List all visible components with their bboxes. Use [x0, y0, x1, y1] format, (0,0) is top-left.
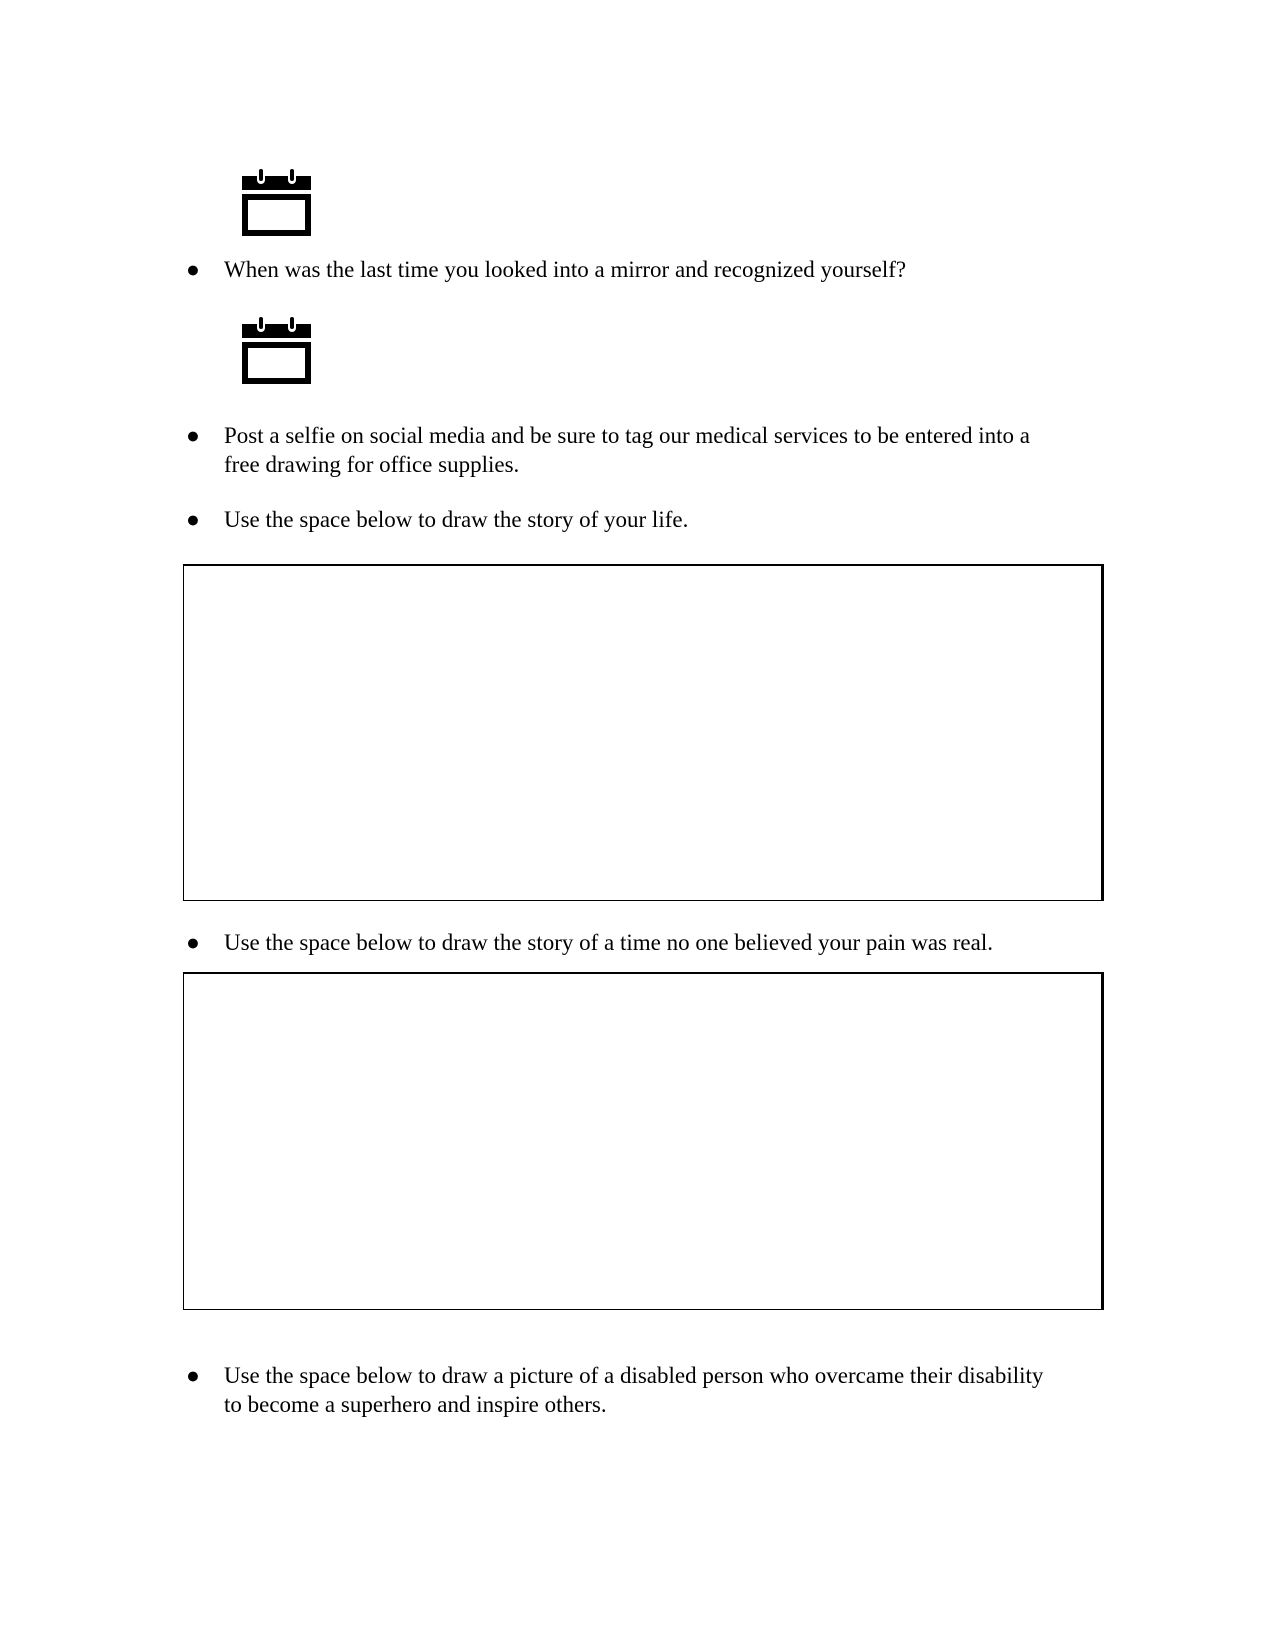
bullet-marker: ● — [186, 423, 200, 448]
selfie-prompt-line-2: free drawing for office supplies. — [224, 452, 520, 477]
superhero-prompt-line-2: to become a superhero and inspire others. — [224, 1392, 607, 1417]
drawing-box-pain-story[interactable] — [183, 972, 1104, 1310]
calendar-icon — [242, 168, 311, 236]
bullet-marker: ● — [186, 507, 200, 532]
bullet-marker: ● — [186, 930, 200, 955]
selfie-prompt-line-1: Post a selfie on social media and be sure to tag our medical services to be entered into a — [224, 423, 1031, 448]
draw-life-prompt: Use the space below to draw the story of your life. — [224, 507, 689, 532]
bullet-marker: ● — [186, 257, 200, 282]
question-mirror: When was the last time you looked into a mirror and recognized yourself? — [224, 257, 907, 282]
superhero-prompt-line-1: Use the space below to draw a picture of a disabled person who overcame their disability — [224, 1363, 1044, 1388]
calendar-icon — [242, 316, 311, 384]
bullet-marker: ● — [186, 1363, 200, 1388]
draw-pain-prompt: Use the space below to draw the story of a time no one believed your pain was real. — [224, 930, 993, 955]
drawing-box-life-story[interactable] — [183, 564, 1104, 901]
